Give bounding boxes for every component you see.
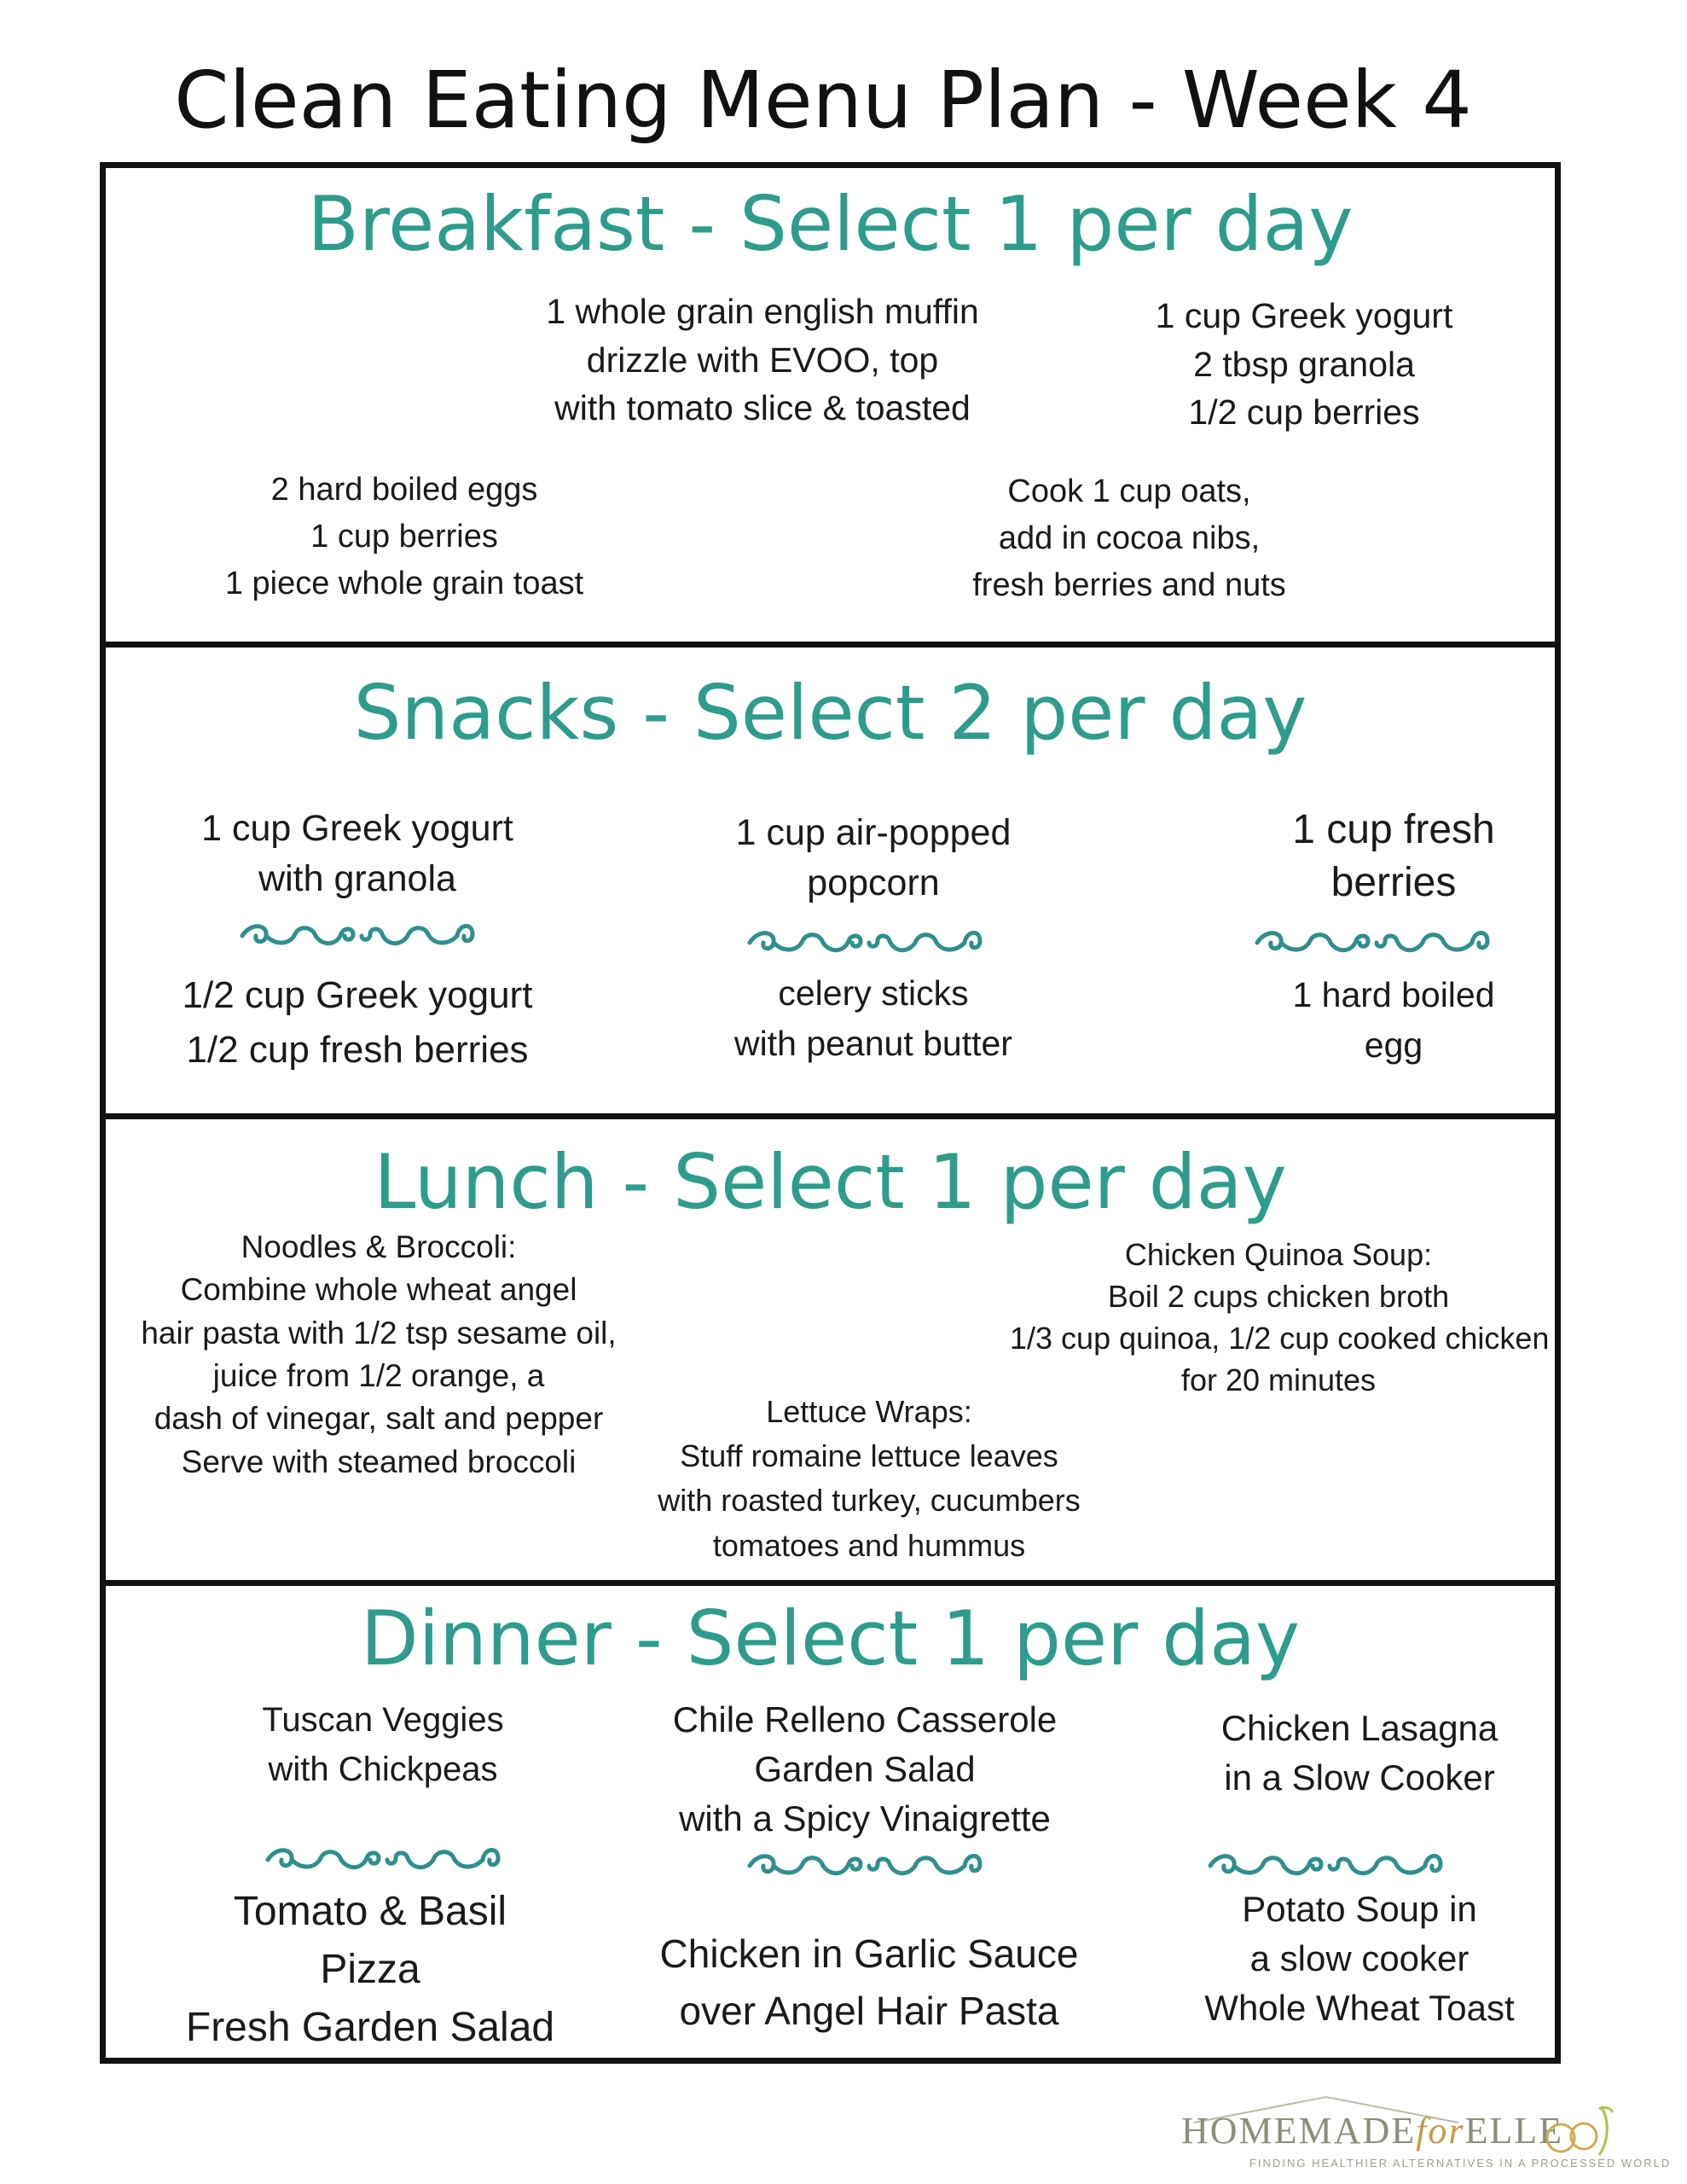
menu-frame	[100, 162, 1561, 2064]
snack-item-egg	[1240, 970, 1547, 1072]
dinner-title: Dinner - Select 1 per day	[360, 1594, 1301, 1682]
item-line: Chicken in Garlic Sauce	[659, 1931, 1079, 1976]
page-title: Clean Eating Menu Plan - Week 4	[174, 55, 1472, 146]
dinner-item-chile-relleno	[617, 1695, 1112, 1844]
snack-item-popcorn	[669, 808, 1078, 909]
item-line: 1 hard boiled	[1292, 975, 1495, 1014]
item-line: Stuff romaine lettuce leaves	[680, 1438, 1058, 1474]
item-line: celery sticks	[778, 973, 969, 1013]
snack-item-yogurt-berries	[165, 968, 549, 1077]
item-line: popcorn	[807, 863, 940, 904]
item-line: 1 whole grain english muffin	[546, 292, 979, 331]
item-line: Tomato & Basil	[233, 1889, 507, 1934]
item-line: with roasted turkey, cucumbers	[658, 1483, 1081, 1519]
logo-part-elle: ELLE	[1464, 2110, 1563, 2152]
item-line: 1 cup fresh	[1292, 807, 1495, 852]
snack-item-celery	[686, 968, 1061, 1070]
item-line: Chicken Lasagna	[1220, 1708, 1499, 1748]
item-line: hair pasta with 1/2 tsp sesame oil,	[141, 1315, 617, 1350]
fruit-icon	[1539, 2102, 1616, 2162]
item-line: Whole Wheat Toast	[1204, 1987, 1515, 2028]
flourish-ornament	[741, 1842, 988, 1885]
logo-part-for: for	[1416, 2110, 1465, 2152]
snacks-title: Snacks - Select 2 per day	[353, 669, 1307, 757]
section-divider	[106, 1580, 1555, 1586]
item-line: Combine whole wheat angel	[180, 1272, 577, 1308]
item-line: 1/3 cup quinoa, 1/2 cup cooked chicken	[1010, 1320, 1550, 1356]
logo-part-homemade: HOMEMADE	[1181, 2110, 1417, 2152]
item-line: 1 cup air-popped	[735, 812, 1012, 853]
flourish-ornament	[234, 912, 481, 955]
item-line: add in cocoa nibs,	[998, 520, 1261, 557]
dinner-item-chicken-lasagna	[1163, 1704, 1556, 1803]
lunch-title: Lunch - Select 1 per day	[374, 1138, 1287, 1226]
item-line: Serve with steamed broccoli	[181, 1443, 577, 1479]
item-line: with granola	[258, 858, 456, 900]
lunch-item-lettuce-wraps	[643, 1390, 1095, 1568]
flourish-ornament	[259, 1836, 507, 1879]
item-line: fresh berries and nuts	[972, 567, 1286, 604]
item-line: 1 piece whole grain toast	[224, 566, 584, 602]
item-line: 1/2 cup berries	[1188, 392, 1420, 433]
breakfast-item-oats	[942, 468, 1317, 609]
item-line: in a Slow Cooker	[1224, 1757, 1495, 1798]
breakfast-title: Breakfast - Select 1 per day	[307, 180, 1354, 268]
item-line: with peanut butter	[734, 1024, 1012, 1064]
item-line: a slow cooker	[1249, 1937, 1470, 1978]
section-divider	[106, 642, 1555, 648]
breakfast-item-muffin	[472, 288, 1052, 433]
item-line: berries	[1330, 860, 1457, 906]
item-line: Cook 1 cup oats,	[1007, 473, 1251, 509]
dinner-item-tuscan-veggies	[200, 1695, 566, 1794]
item-line: Boil 2 cups chicken broth	[1107, 1278, 1450, 1314]
brand-logo	[1181, 2090, 1672, 2175]
item-line: 2 hard boiled eggs	[270, 472, 538, 508]
item-line: Garden Salad	[754, 1748, 976, 1789]
item-line: drizzle with EVOO, top	[586, 340, 939, 380]
item-line: Noodles & Broccoli:	[241, 1229, 517, 1264]
section-divider	[106, 1113, 1555, 1119]
item-line: egg	[1364, 1025, 1423, 1066]
logo-tagline: FINDING HEALTHIER ALTERNATIVES IN A PROCESSED WORLD	[1249, 2157, 1672, 2169]
item-line: with Chickpeas	[268, 1751, 498, 1788]
item-line: 2 tbsp granola	[1193, 344, 1415, 384]
item-line: dash of vinegar, salt and pepper	[154, 1401, 604, 1437]
dinner-item-potato-soup	[1155, 1885, 1564, 2033]
item-line: tomatoes and hummus	[712, 1527, 1026, 1563]
flourish-ornament	[741, 919, 988, 961]
snack-item-berries	[1240, 804, 1547, 910]
item-line: 1/2 cup fresh berries	[186, 1028, 529, 1071]
item-line: Chile Relleno Casserole	[672, 1699, 1058, 1740]
logo-wordmark	[1181, 2109, 1563, 2152]
lunch-item-quinoa-soup	[1010, 1234, 1550, 1402]
flourish-ornament	[1202, 1842, 1449, 1885]
dinner-item-garlic-chicken	[635, 1926, 1104, 2039]
item-line: with tomato slice & toasted	[554, 388, 971, 428]
dinner-item-tomato-basil-pizza	[157, 1883, 583, 2057]
item-line: Pizza	[320, 1947, 420, 1993]
item-line: juice from 1/2 orange, a	[212, 1357, 545, 1393]
breakfast-item-yogurt	[1095, 292, 1513, 437]
item-line: 1 cup berries	[310, 519, 498, 555]
item-line: with a Spicy Vinaigrette	[679, 1798, 1051, 1838]
flourish-ornament	[1249, 919, 1496, 961]
lunch-item-noodles	[123, 1226, 635, 1484]
item-line: 1 cup Greek yogurt	[1155, 296, 1453, 335]
item-line: over Angel Hair Pasta	[679, 1988, 1059, 2033]
snack-item-yogurt-granola	[165, 804, 549, 905]
item-line: for 20 minutes	[1180, 1362, 1377, 1397]
item-line: Chicken Quinoa Soup:	[1124, 1237, 1433, 1272]
item-line: 1 cup Greek yogurt	[201, 808, 513, 849]
item-line: Lettuce Wraps:	[766, 1394, 972, 1429]
breakfast-item-eggs	[183, 467, 626, 607]
item-line: 1/2 cup Greek yogurt	[182, 974, 533, 1016]
item-line: Tuscan Veggies	[262, 1701, 504, 1739]
item-line: Potato Soup in	[1242, 1889, 1477, 1929]
item-line: Fresh Garden Salad	[185, 2005, 555, 2051]
